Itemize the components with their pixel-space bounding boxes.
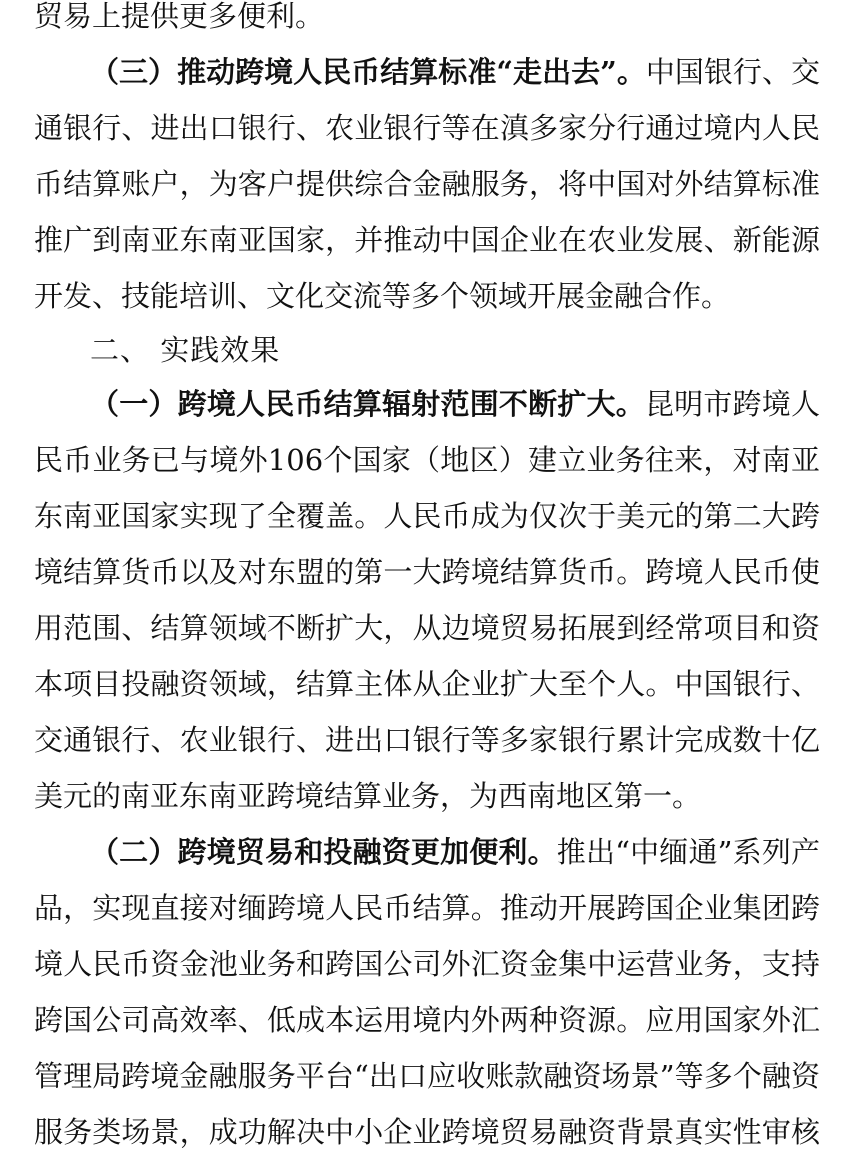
chapter-2-title: 二、 实践效果 <box>90 333 281 367</box>
section-1-line-5 <box>34 656 820 712</box>
section-2-line-2 <box>34 936 820 992</box>
section-1-text-7: 美元的南亚东南亚跨境结算业务，为西南地区第一。 <box>34 779 702 813</box>
section-2-heading: （二）跨境贸易和投融资更加便利。 <box>90 835 557 869</box>
text-top-fragment: 贸易上提供更多便利。 <box>34 0 325 33</box>
section-1-text-5: 本项目投融资领域，结算主体从企业扩大至个人。中国银行、 <box>34 667 820 701</box>
section-3-line-2 <box>34 156 820 212</box>
section-2-text-5: 服务类场景，成功解决中小企业跨境贸易融资背景真实性审核 <box>34 1115 820 1149</box>
section-2-text-4: 管理局跨境金融服务平台“出口应收账款融资场景”等多个融资 <box>34 1059 820 1093</box>
section-2-lead-rest: 推出“中缅通”系列产 <box>556 835 820 869</box>
section-3-heading: （三）推动跨境人民币结算标准“走出去”。 <box>90 55 646 89</box>
section-1-line-3 <box>34 544 820 600</box>
section-3-text-1: 通银行、进出口银行、农业银行等在滇多家分行通过境内人民 <box>34 111 820 145</box>
section-3-line-3 <box>34 212 820 268</box>
section-3-text-3: 推广到南亚东南亚国家，并推动中国企业在农业发展、新能源 <box>34 223 820 257</box>
section-2-line-4 <box>34 1048 820 1104</box>
section-1-text-3: 境结算货币以及对东盟的第一大跨境结算货币。跨境人民币使 <box>34 555 820 589</box>
section-2-text-2: 境人民币资金池业务和跨国公司外汇资金集中运营业务，支持 <box>34 947 820 981</box>
section-3-line-1 <box>34 100 820 156</box>
section-1-lead-rest: 昆明市跨境人 <box>644 387 820 421</box>
section-1-first-line <box>90 376 820 432</box>
section-2-line-3 <box>34 992 820 1048</box>
section-1-text-4: 用范围、结算领域不断扩大，从边境贸易拓展到经常项目和资 <box>34 611 820 645</box>
section-3-line-4 <box>34 268 820 324</box>
section-2-line-5 <box>34 1104 820 1160</box>
section-2-text-1: 品，实现直接对缅跨境人民币结算。推动开展跨国企业集团跨 <box>34 891 820 925</box>
section-1-text-1: 民币业务已与境外106个国家（地区）建立业务往来，对南亚 <box>34 443 820 477</box>
section-1-text-2: 东南亚国家实现了全覆盖。人民币成为仅次于美元的第二大跨 <box>34 499 820 533</box>
section-1-text-6: 交通银行、农业银行、进出口银行等多家银行累计完成数十亿 <box>34 723 820 757</box>
chapter-2-heading <box>90 322 490 378</box>
section-2-line-1 <box>34 880 820 936</box>
section-1-line-2 <box>34 488 820 544</box>
section-1-heading: （一）跨境人民币结算辐射范围不断扩大。 <box>90 387 645 421</box>
section-1-line-7 <box>34 768 820 824</box>
top-fragment <box>34 0 834 44</box>
section-1-line-6 <box>34 712 820 768</box>
section-2-first-line <box>90 824 820 880</box>
section-2-text-3: 跨国公司高效率、低成本运用境内外两种资源。应用国家外汇 <box>34 1003 820 1037</box>
section-3-text-4: 开发、技能培训、文化交流等多个领域开展金融合作。 <box>34 279 731 313</box>
section-3-lead-rest: 中国银行、交 <box>645 55 820 89</box>
section-1-line-4 <box>34 600 820 656</box>
section-1-line-1 <box>34 432 820 488</box>
section-3-text-2: 币结算账户，为客户提供综合金融服务，将中国对外结算标准 <box>34 167 820 201</box>
section-3-first-line <box>90 44 820 100</box>
